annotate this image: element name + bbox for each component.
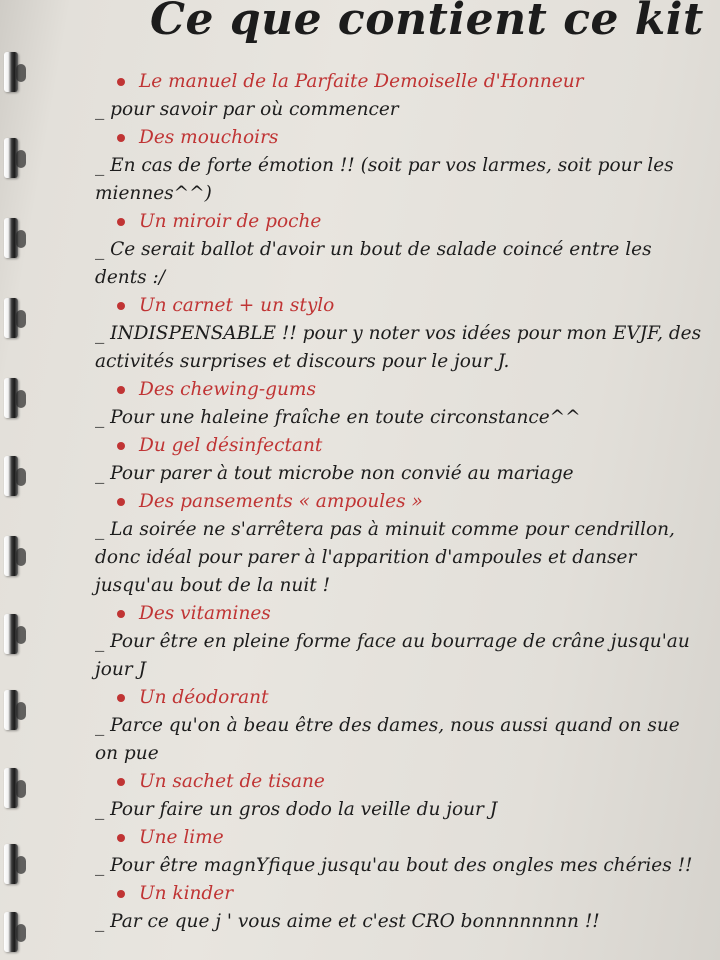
- kit-item-label: Le manuel de la Parfaite Demoiselle d'Honneur: [139, 71, 584, 92]
- kit-item-description: _ Parce qu'on à beau être des dames, nous aussi quand on sue on pue: [95, 715, 680, 764]
- kit-item: [117, 768, 705, 796]
- kit-item-label: Des mouchoirs: [139, 127, 279, 148]
- binding-hole: [16, 310, 26, 328]
- binding-hole: [16, 150, 26, 168]
- kit-item-label: Un miroir de poche: [139, 211, 322, 232]
- kit-item: [117, 432, 705, 460]
- kit-item-label: Un carnet + un stylo: [139, 295, 335, 316]
- kit-item: [117, 68, 705, 96]
- kit-item-label: Des chewing-gums: [139, 379, 316, 400]
- bullet-icon: [117, 694, 125, 702]
- bullet-icon: [117, 498, 125, 506]
- kit-item: [117, 292, 705, 320]
- kit-item-description: _ La soirée ne s'arrêtera pas à minuit comme pour cendrillon, donc idéal pour parer à l'apparition d'ampoules et danser jusqu'au bout de la nuit !: [95, 519, 675, 596]
- kit-item-label: Un déodorant: [139, 687, 269, 708]
- kit-item: [117, 488, 705, 516]
- kit-item-label: Des pansements « ampoules »: [139, 491, 423, 512]
- binding-hole: [16, 780, 26, 798]
- binding-hole: [16, 626, 26, 644]
- bullet-icon: [117, 134, 125, 142]
- kit-item-description: _ Ce serait ballot d'avoir un bout de salade coincé entre les dents :/: [95, 239, 652, 288]
- binding-hole: [16, 856, 26, 874]
- kit-item-description: _ Pour faire un gros dodo la veille du jour J: [95, 799, 498, 820]
- binding-hole: [16, 230, 26, 248]
- bullet-icon: [117, 778, 125, 786]
- kit-item-label: Un kinder: [139, 883, 234, 904]
- bullet-icon: [117, 890, 125, 898]
- binding-hole: [16, 702, 26, 720]
- kit-item-label: Du gel désinfectant: [139, 435, 323, 456]
- kit-item-description: _ Pour parer à tout microbe non convié au mariage: [95, 463, 574, 484]
- binding-hole: [16, 548, 26, 566]
- kit-item-description: _ Par ce que j ' vous aime et c'est CRO bonnnnnnnn !!: [95, 911, 600, 932]
- kit-item: [117, 824, 705, 852]
- kit-item: [117, 880, 705, 908]
- bullet-icon: [117, 302, 125, 310]
- kit-item: [117, 376, 705, 404]
- kit-item-description: _ Pour une haleine fraîche en toute circonstance^^: [95, 407, 581, 428]
- kit-item-description: _ Pour être en pleine forme face au bourrage de crâne jusqu'au jour J: [95, 631, 690, 680]
- spiral-binding: [0, 0, 28, 960]
- kit-item-description: _ pour savoir par où commencer: [95, 99, 399, 120]
- kit-item: [117, 208, 705, 236]
- bullet-icon: [117, 78, 125, 86]
- kit-list: [95, 68, 705, 936]
- bullet-icon: [117, 386, 125, 394]
- kit-item-description: _ Pour être magnYfique jusqu'au bout des ongles mes chéries !!: [95, 855, 693, 876]
- binding-hole: [16, 390, 26, 408]
- kit-item: [117, 600, 705, 628]
- binding-hole: [16, 64, 26, 82]
- bullet-icon: [117, 442, 125, 450]
- kit-item-description: _ INDISPENSABLE !! pour y noter vos idées pour mon EVJF, des activités surprises et discours pour le jour J.: [95, 323, 702, 372]
- binding-hole: [16, 924, 26, 942]
- bullet-icon: [117, 218, 125, 226]
- kit-item-label: Une lime: [139, 827, 224, 848]
- kit-item-description: _ En cas de forte émotion !! (soit par vos larmes, soit pour les miennes^^): [95, 155, 674, 204]
- kit-item-label: Des vitamines: [139, 603, 271, 624]
- bullet-icon: [117, 610, 125, 618]
- kit-item-label: Un sachet de tisane: [139, 771, 325, 792]
- bullet-icon: [117, 834, 125, 842]
- kit-item: [117, 684, 705, 712]
- page-title: Ce que contient ce kit: [150, 0, 704, 45]
- kit-item: [117, 124, 705, 152]
- binding-hole: [16, 468, 26, 486]
